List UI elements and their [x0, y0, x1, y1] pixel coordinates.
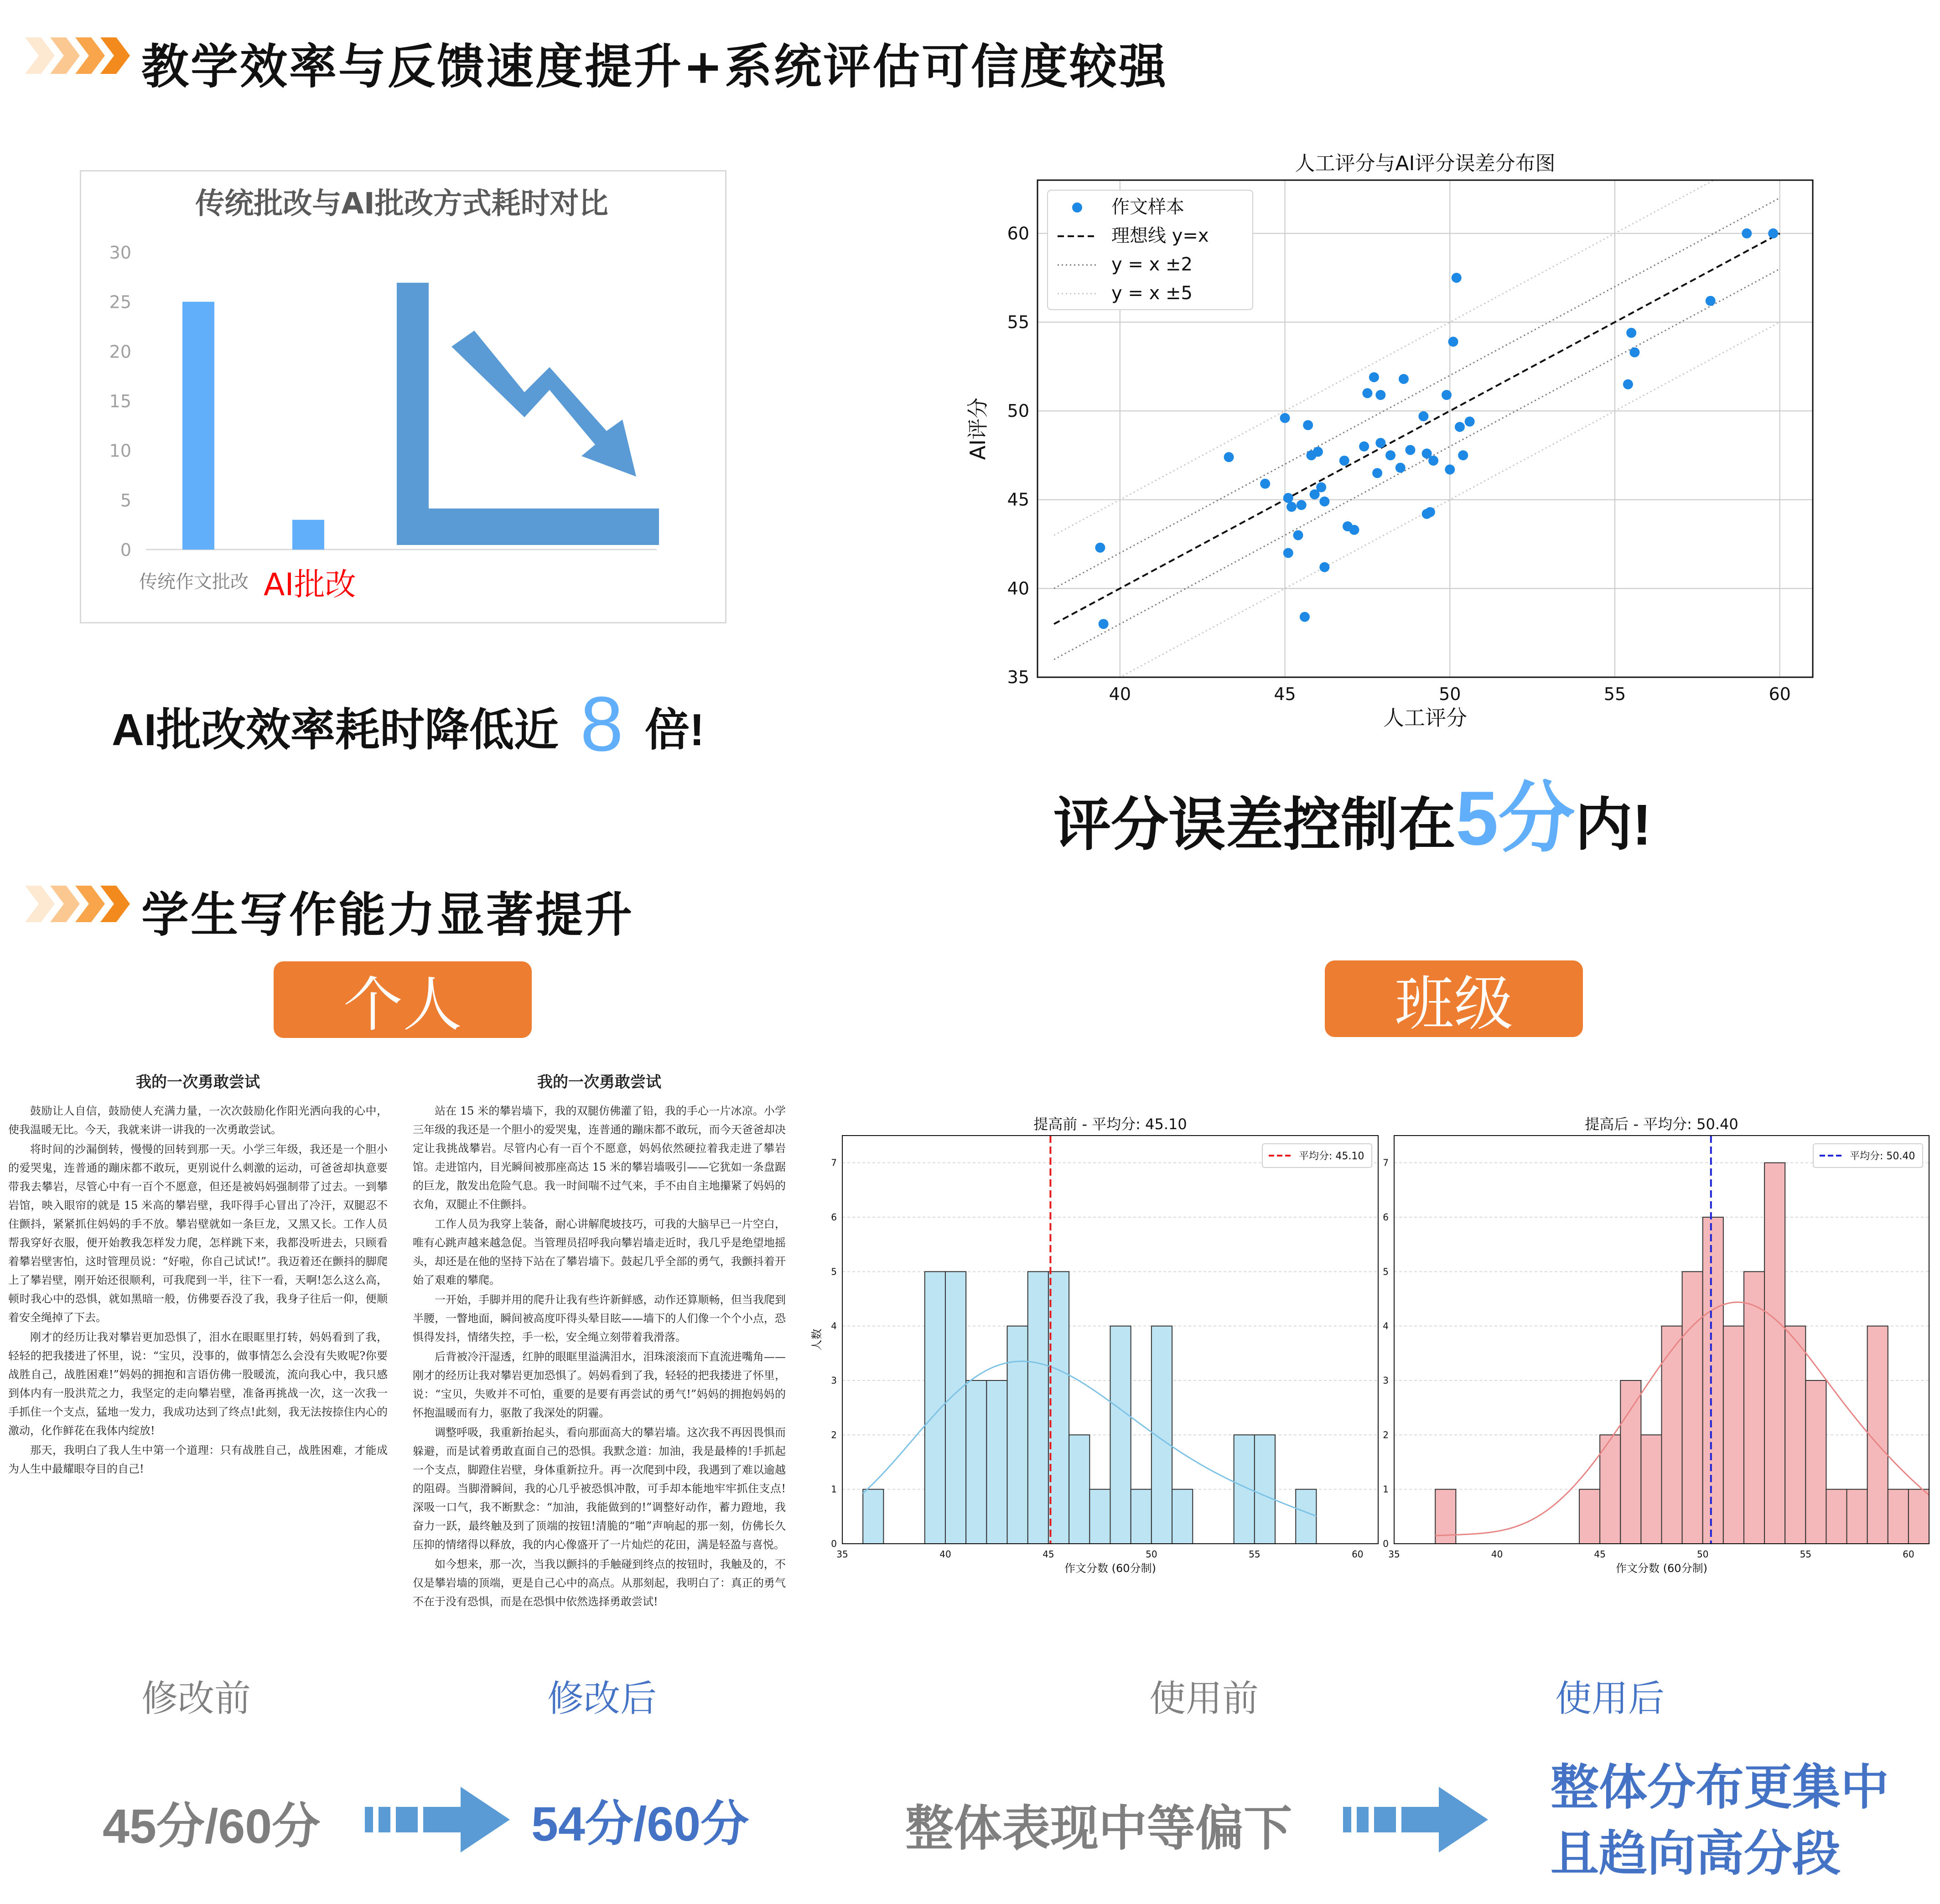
scatter-ytick: 35: [1007, 667, 1029, 687]
scatter-legend-label: y = x ±2: [1111, 254, 1193, 275]
hist-bar: [1847, 1489, 1867, 1544]
essay-after-title: 我的一次勇敢尝试: [537, 1073, 661, 1091]
hist-ytick: 4: [1383, 1320, 1389, 1332]
scatter-xlabel: 人工评分: [1383, 706, 1467, 730]
scatter-point: [1339, 456, 1349, 466]
hist-title: 提高前 - 平均分: 45.10: [1033, 1115, 1187, 1133]
arrow-right-icon: [365, 1783, 511, 1856]
time-chart-ytick: 30: [109, 243, 131, 263]
time-chart-ytick: 5: [120, 490, 131, 511]
essay-before-paragraph: 将时间的沙漏倒转，慢慢的回转到那一天。小学三年级，我还是一个胆小的爱哭鬼，连普通的蹦床都不敢玩，更别说什么刺激的运动，可爸爸却执意要带我去攀岩，尽管心中有一百个不愿意，但还是被妈妈强制带了过去。一到攀岩馆，映入眼帘的就是 15 米高的攀岩壁，我吓得手心冒出了冷汗，双腿忍不住颤抖，紧紧抓住妈妈的手不放。攀岩壁就如一条巨龙，又黑又长。工作人员帮我穿好衣服，便开始教我怎样发力爬，怎样跳下来，我都没听进去，只顾看着攀岩壁害怕，这时管理员说：“好啦，你自己试试!”。我迈着还在颤抖的脚爬上了攀岩壁，刚开始还很顺利，可我爬到一半，往下一看，天啊!怎么这么高，顿时我心中的恐惧，就如黑暗一般，仿佛要吞没了我，我身子往后一仰，便顺着安全绳掉了下去。: [8, 1143, 388, 1324]
scatter-point: [1445, 465, 1455, 475]
hist-bar: [1641, 1435, 1661, 1544]
hist-xtick: 40: [1491, 1549, 1503, 1560]
essay-after-paragraph: 后背被冷汗湿透，红肿的眼眶里溢满泪水，泪珠滚滚而下直流进嘴角——刚才的经历让我对攀岩更加恐惧了。妈妈看到了我，轻轻的把我搂进了怀里，说：“宝贝，失败并不可怕，重要的是要有再尝试的勇气!”妈妈的拥抱妈妈的怀抱温暖而有力，驱散了我深处的阴霾。: [413, 1350, 786, 1419]
time-chart-ytick: 15: [109, 391, 131, 411]
scatter-point: [1319, 497, 1329, 507]
hist-bar: [1909, 1489, 1929, 1544]
scatter-title: 人工评分与AI评分误差分布图: [1295, 152, 1556, 175]
hist-ytick: 1: [1383, 1484, 1389, 1495]
scatter-ytick: 50: [1007, 401, 1029, 421]
hist-bar: [1805, 1380, 1826, 1544]
hist-ytick: 3: [831, 1375, 837, 1386]
scatter-point: [1319, 562, 1329, 572]
hist-xtick: 50: [1146, 1549, 1157, 1560]
time-chart-ytick: 25: [109, 292, 131, 312]
label-before-use: 使用前: [1149, 1677, 1259, 1720]
hist-xtick: 35: [1388, 1549, 1400, 1560]
time-chart-bar: [292, 520, 324, 550]
scatter-point: [1452, 273, 1462, 283]
scatter-point: [1359, 441, 1369, 451]
scatter-xtick: 55: [1603, 684, 1626, 704]
scatter-chart: [958, 141, 1870, 748]
label-before-revise: 修改前: [141, 1677, 251, 1720]
error-caption-before: 评分误差控制在: [1053, 793, 1456, 857]
hist-title: 提高后 - 平均分: 50.40: [1585, 1115, 1738, 1133]
scatter-point: [1448, 337, 1458, 347]
scatter-point: [1385, 450, 1395, 460]
hist-bar: [1007, 1326, 1028, 1544]
hist-xtick: 40: [939, 1549, 951, 1560]
essay-before-paragraph: 那天，我明白了我人生中第一个道理：只有战胜自己，战胜困难，才能成为人生中最耀眼夺目的自己!: [8, 1444, 388, 1475]
hist-ytick: 5: [1383, 1266, 1389, 1277]
hist-bar: [1723, 1326, 1744, 1544]
time-chart-title: 传统批改与AI批改方式耗时对比: [195, 187, 608, 221]
hist-ytick: 5: [831, 1266, 837, 1277]
scatter-point: [1369, 372, 1379, 382]
hist-ytick: 1: [831, 1484, 837, 1495]
scatter-point: [1742, 228, 1752, 239]
scatter-point: [1706, 296, 1716, 306]
scatter-point: [1375, 438, 1385, 448]
scatter-xtick: 45: [1274, 684, 1296, 704]
hist-bar: [986, 1380, 1007, 1544]
scatter-point: [1465, 416, 1475, 426]
class-pill: 班级: [1325, 960, 1583, 1037]
hist-ytick: 2: [1383, 1429, 1389, 1441]
scatter-band-5: [1054, 322, 1779, 712]
hist-ytick: 0: [831, 1538, 837, 1549]
hist-ytick: 6: [831, 1212, 837, 1223]
hist-xtick: 55: [1249, 1549, 1260, 1560]
scatter-legend-label: 理想线 y=x: [1111, 225, 1209, 246]
hist-bar: [966, 1380, 986, 1544]
scatter-point: [1286, 502, 1297, 512]
hist-bar: [1826, 1489, 1847, 1544]
hist-bar: [1296, 1489, 1316, 1544]
error-caption-after: 内!: [1575, 793, 1652, 857]
section1-title: 教学效率与反馈速度提升+系统评估可信度较强: [141, 38, 1168, 94]
scatter-point: [1224, 452, 1234, 462]
hist-bar: [1028, 1271, 1048, 1544]
time-caption-before: AI批改效率耗时降低近: [112, 705, 559, 755]
scatter-xtick: 40: [1109, 684, 1131, 704]
label-after-revise: 修改后: [547, 1677, 657, 1720]
time-chart-ytick: 20: [109, 342, 131, 362]
scatter-point: [1280, 413, 1290, 423]
hist-xtick: 50: [1697, 1549, 1709, 1560]
hist-ytick: 4: [831, 1320, 837, 1332]
section2-chevron-icon: [25, 881, 130, 927]
individual-pill: 个人: [274, 961, 532, 1038]
scatter-point: [1293, 530, 1303, 540]
time-chart-cat-traditional: 传统作文批改: [139, 571, 249, 592]
essay-after-paragraph: 站在 15 米的攀岩墙下，我的双腿仿佛灌了铅，我的手心一片冰凉。小学三年级的我还是一个胆小的爱哭鬼，连普通的蹦床都不敢玩，而今天爸爸却决定让我挑战攀岩。尽管内心有一百个不愿意，妈妈依然硬拉着我走进了攀岩馆。走进馆内，目光瞬间被那座高达 15 米的攀岩墙吸引——它犹如一条盘踞的巨龙，散发出危险气息。我一时间喘不过气来，手不由自主地攥紧了妈妈的衣角，双腿止不住颤抖。: [413, 1105, 786, 1211]
scatter-point: [1425, 507, 1435, 517]
scatter-point: [1316, 482, 1326, 492]
hist-xtick: 45: [1594, 1549, 1606, 1560]
hist-bar: [1579, 1489, 1600, 1544]
essay-after-paragraph: 工作人员为我穿上装备，耐心讲解爬坡技巧，可我的大脑早已一片空白，唯有心跳声越来越急促。当管理员招呼我向攀岩墙走近时，我几乎是绝望地摇头，却还是在他的坚持下站在了攀岩墙下。鼓起几乎全部的勇气，我颤抖着开始了艰难的攀爬。: [413, 1218, 786, 1287]
scatter-point: [1362, 388, 1372, 398]
scatter-xtick: 60: [1769, 684, 1791, 704]
hist-bar: [1744, 1271, 1764, 1544]
essay-after: [413, 1069, 786, 1612]
hist-bar: [1888, 1489, 1909, 1544]
hist-legend-label: 平均分: 50.40: [1850, 1151, 1915, 1162]
scatter-point: [1428, 456, 1438, 466]
hist-bar: [1089, 1489, 1110, 1544]
scatter-ytick: 55: [1007, 312, 1029, 332]
essay-before: [8, 1069, 388, 1479]
scatter-point: [1399, 374, 1409, 384]
hist-bar: [1131, 1489, 1152, 1544]
scatter-point: [1458, 450, 1468, 460]
hist-bar: [1703, 1217, 1723, 1544]
hist-xtick: 60: [1903, 1549, 1914, 1560]
scatter-point: [1095, 543, 1105, 553]
scatter-point: [1283, 548, 1293, 558]
hist-xlabel: 作文分数 (60分制): [1064, 1562, 1156, 1575]
hist-ytick: 7: [1383, 1157, 1389, 1168]
time-caption-after: 倍!: [645, 705, 705, 755]
essay-after-paragraph: 如今想来，那一次，当我以颤抖的手触碰到终点的按钮时，我触及的，不仅是攀岩墙的顶端，更是自己心中的高点。从那刻起，我明白了：真正的勇气不在于没有恐惧，而是在恐惧中依然选择勇敢尝试!: [413, 1558, 786, 1608]
essay-before-paragraph: 鼓励让人自信，鼓励使人充满力量，一次次鼓励化作阳光洒向我的心中，使我温暖无比。今天，我就来讲一讲我的一次勇敢尝试。: [8, 1105, 388, 1136]
hist-bar: [1785, 1326, 1805, 1544]
scatter-point: [1313, 447, 1323, 457]
hist-xtick: 35: [836, 1549, 848, 1560]
hist-xlabel: 作文分数 (60分制): [1616, 1562, 1707, 1575]
dist-after-line1: 整体分布更集中: [1551, 1759, 1889, 1816]
hist-bar: [1600, 1435, 1620, 1544]
dist-before: 整体表现中等偏下: [905, 1800, 1292, 1857]
essay-after-paragraph: 调整呼吸，我重新抬起头，看向那面高大的攀岩墙。这次我不再因畏惧而躲避，而是试着勇敢直面自己的恐惧。我默念道：加油，我是最棒的!手抓起一个支点，脚蹬住岩壁，身体重新拉升。再一次爬到中段，我遇到了难以逾越的阻碍。当脚滑瞬间，我的心几乎被恐惧冲散，可手却本能地牢牢抓住支点!深吸一口气，我不断默念：“加油，我能做到的!”调整好动作，蓄力蹬地，我奋力一跃，最终触及到了顶端的按钮!清脆的“啪”声响起的那一刻，仿佛长久压抑的情绪得以释放，我的内心像盛开了一片灿烂的花田，满是轻盈与喜悦。: [413, 1426, 786, 1551]
hist-bar: [1764, 1163, 1785, 1544]
hist-bar: [1620, 1380, 1641, 1544]
time-chart-cat-ai: AI批改: [264, 567, 356, 603]
hist-bar: [1682, 1271, 1703, 1544]
scatter-xtick: 50: [1439, 684, 1461, 704]
hist-ytick: 3: [1383, 1375, 1389, 1386]
scatter-point: [1455, 422, 1465, 432]
scatter-band-2: [1054, 269, 1779, 659]
scatter-point: [1442, 390, 1452, 400]
scatter-point: [1418, 411, 1428, 421]
hist-ytick: 2: [831, 1429, 837, 1441]
scatter-point: [1395, 463, 1406, 473]
scatter-point: [1303, 420, 1313, 430]
hist-ytick: 7: [831, 1157, 837, 1168]
scatter-point: [1297, 500, 1307, 510]
time-chart-ytick: 10: [109, 441, 131, 461]
decline-arrow-icon: [397, 283, 659, 545]
scatter-ytick: 60: [1007, 223, 1029, 244]
scatter-point: [1300, 612, 1310, 622]
time-chart-ytick: 0: [120, 540, 131, 560]
hist-bar: [1110, 1326, 1131, 1544]
hist-bar: [1255, 1435, 1275, 1544]
histograms: [812, 1095, 1940, 1596]
essay-before-paragraph: 刚才的经历让我对攀岩更加恐惧了，泪水在眼眶里打转，妈妈看到了我，轻轻的把我搂进了怀里，说：“宝贝，没事的，做事情怎么会没有失败呢?你要战胜自己，战胜困难!”妈妈的拥抱和言语仿佛一股暖流，流向我心中，我只感到体内有一股洪荒之力，我坚定的走向攀岩壁，准备再挑战一次，这一次我一手抓住一个支点，猛地一发力，我成功达到了终点!此刻，我无法按捺住内心的激动，化作鲜花在我体内绽放!: [8, 1331, 388, 1437]
scatter-point: [1372, 468, 1382, 478]
hist-ytick: 6: [1383, 1212, 1389, 1223]
arrow-right-icon: [1343, 1783, 1489, 1856]
hist-ytick: 0: [1383, 1538, 1389, 1549]
scatter-point: [1629, 348, 1639, 358]
hist-xtick: 55: [1800, 1549, 1812, 1560]
hist-bar: [945, 1271, 966, 1544]
score-after: 54分/60分: [531, 1797, 749, 1851]
hist-bar: [863, 1489, 883, 1544]
essay-after-paragraph: 一开始，手脚并用的爬升让我有些许新鲜感，动作还算顺畅，但当我爬到半腰，一瞥地面，瞬间被高度吓得头晕目眩——墙下的人们像一个个小点，恐惧得发抖，情绪失控，手一松，安全绳立刻带着我滑落。: [413, 1293, 786, 1344]
hist-bar: [1867, 1326, 1888, 1544]
essay-before-title: 我的一次勇敢尝试: [136, 1073, 260, 1091]
hist-bar: [1172, 1489, 1193, 1544]
hist-bar: [1048, 1271, 1069, 1544]
time-chart-svg: [0, 0, 775, 638]
scatter-point: [1626, 328, 1636, 338]
scatter-ytick: 45: [1007, 489, 1029, 510]
section2-title: 学生写作能力显著提升: [141, 887, 634, 943]
hist-legend-label: 平均分: 45.10: [1299, 1151, 1364, 1162]
error-caption: [1053, 757, 1651, 867]
scatter-point: [1260, 479, 1270, 489]
hist-xtick: 60: [1352, 1549, 1364, 1560]
time-caption: [112, 680, 705, 769]
scatter-legend-label: 作文样本: [1111, 197, 1184, 218]
scatter-point: [1099, 619, 1109, 629]
scatter-ylabel: AI评分: [965, 397, 990, 460]
scatter-point: [1375, 390, 1385, 400]
hist-ylabel: 人数: [810, 1328, 823, 1351]
scatter-point: [1283, 493, 1293, 503]
time-chart-bar: [182, 302, 214, 550]
time-caption-number: 8: [580, 681, 623, 768]
hist-xtick: 45: [1043, 1549, 1054, 1560]
label-after-use: 使用后: [1555, 1677, 1665, 1720]
score-before: 45分/60分: [103, 1800, 321, 1853]
scatter-point: [1768, 228, 1778, 239]
scatter-point: [1623, 379, 1633, 389]
scatter-legend-marker: [1072, 202, 1082, 213]
scatter-ytick: 40: [1007, 578, 1029, 599]
scatter-point: [1349, 525, 1359, 535]
scatter-point: [1405, 445, 1415, 455]
scatter-legend-label: y = x ±5: [1111, 283, 1193, 304]
hist-bar: [925, 1271, 945, 1544]
error-caption-number: 5分: [1456, 775, 1575, 861]
dist-after-line2: 且趋向高分段: [1551, 1826, 1841, 1882]
hist-bar: [1069, 1435, 1089, 1544]
